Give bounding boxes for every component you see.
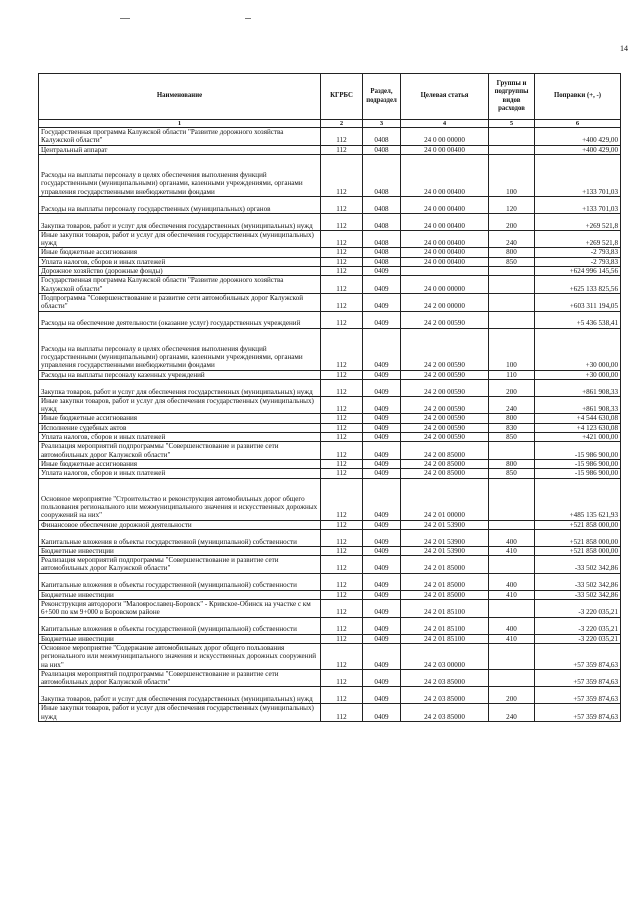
table-cell-section: 0408 [363, 213, 401, 230]
table-row [39, 267, 621, 276]
table-cell-target: 24 2 01 85000 [401, 573, 489, 590]
table-cell-section: 0409 [363, 414, 401, 423]
table-row [39, 328, 621, 370]
table-cell-amount: -2 793,83 [535, 257, 621, 266]
table-cell-section: 0408 [363, 196, 401, 213]
table-cell-section: 0409 [363, 276, 401, 294]
table-body [39, 128, 621, 722]
table-cell-amount: +521 858 000,00 [535, 546, 621, 555]
table-cell-target: 24 2 00 00000 [401, 293, 489, 311]
table-cell-amount: +57 359 874,63 [535, 704, 621, 722]
table-cell-section: 0409 [363, 687, 401, 704]
table-cell-name: Расходы на выплаты персоналу в целях обеспечения выполнения функций государственными (муниципальными) органами, казенными учреждениями, органами управления государственными внебюджетными фондами [39, 154, 321, 196]
table-cell-amount: +4 123 630,08 [535, 423, 621, 432]
table-cell-name: Закупка товаров, работ и услуг для обеспечения государственных (муниципальных) нужд [39, 687, 321, 704]
column-index-row [39, 120, 621, 128]
table-cell-amount: -3 220 035,21 [535, 617, 621, 634]
table-cell-section: 0409 [363, 556, 401, 574]
table-row [39, 433, 621, 442]
table-cell-amount: +269 521,8 [535, 213, 621, 230]
table-cell-group: 240 [489, 396, 535, 414]
table-cell-group: 410 [489, 546, 535, 555]
table-cell-target: 24 2 00 85000 [401, 459, 489, 468]
table-row [39, 248, 621, 257]
table-cell-amount: +603 311 194,05 [535, 293, 621, 311]
table-row [39, 590, 621, 599]
table-cell-kgrbs: 112 [321, 379, 363, 396]
table-cell-name: Основное мероприятие "Содержание автомобильных дорог общего пользования регионального или межмуниципального значения и искусственных дорожных сооружений на них" [39, 643, 321, 669]
table-row [39, 469, 621, 478]
table-cell-name: Расходы на выплаты персоналу казенных учреждений [39, 370, 321, 379]
table-row [39, 442, 621, 460]
table-cell-section: 0409 [363, 546, 401, 555]
table-cell-group: 240 [489, 704, 535, 722]
table-cell-group: 400 [489, 573, 535, 590]
page-number: 14 [620, 44, 628, 53]
table-cell-kgrbs: 112 [321, 556, 363, 574]
table-cell-kgrbs: 112 [321, 328, 363, 370]
table-cell-kgrbs: 112 [321, 414, 363, 423]
table-cell-target: 24 2 01 85100 [401, 600, 489, 618]
table-cell-name: Реализация мероприятий подпрограммы "Совершенствование и развитие сети автомобильных дорог Калужской области" [39, 442, 321, 460]
table-cell-amount: +57 359 874,63 [535, 643, 621, 669]
table-cell-target: 24 2 01 53900 [401, 546, 489, 555]
header-section: Раздел, подраздел [363, 74, 401, 120]
table-cell-target: 24 2 01 00000 [401, 478, 489, 520]
table-cell-name: Расходы на обеспечение деятельности (оказание услуг) государственных учреждений [39, 311, 321, 328]
table-cell-section: 0409 [363, 293, 401, 311]
table-cell-name: Реализация мероприятий подпрограммы "Совершенствование и развитие сети автомобильных дорог Калужской области" [39, 556, 321, 574]
table-cell-name: Иные закупки товаров, работ и услуг для обеспечения государственных (муниципальных) нужд [39, 230, 321, 248]
column-index: 3 [363, 120, 401, 128]
table-cell-kgrbs: 112 [321, 687, 363, 704]
table-row [39, 154, 621, 196]
table-cell-amount: +624 996 145,56 [535, 267, 621, 276]
table-cell-amount: -33 502 342,86 [535, 573, 621, 590]
table-cell-target: 24 2 01 85000 [401, 590, 489, 599]
header-target: Целевая статья [401, 74, 489, 120]
table-cell-name: Уплата налогов, сборов и иных платежей [39, 469, 321, 478]
table-row [39, 396, 621, 414]
scan-mark [120, 18, 130, 19]
table-cell-target: 24 0 00 00400 [401, 230, 489, 248]
table-cell-name: Капитальные вложения в объекты государственной (муниципальной) собственности [39, 529, 321, 546]
table-cell-name: Расходы на выплаты персоналу в целях обеспечения выполнения функций государственными (муниципальными) органами, казенными учреждениями, органами управления государственными внебюджетными фондами [39, 328, 321, 370]
table-cell-name: Уплата налогов, сборов и иных платежей [39, 257, 321, 266]
column-index: 2 [321, 120, 363, 128]
table-cell-amount: +4 544 630,08 [535, 414, 621, 423]
table-cell-amount: +400 429,00 [535, 145, 621, 154]
table-row [39, 520, 621, 529]
table-row [39, 257, 621, 266]
table-row [39, 704, 621, 722]
table-row [39, 145, 621, 154]
table-cell-kgrbs: 112 [321, 257, 363, 266]
table-cell-section: 0408 [363, 154, 401, 196]
table-row [39, 414, 621, 423]
table-cell-section: 0409 [363, 328, 401, 370]
table-cell-section: 0409 [363, 573, 401, 590]
table-cell-section: 0408 [363, 128, 401, 146]
table-cell-kgrbs: 112 [321, 370, 363, 379]
table-cell-name: Государственная программа Калужской области "Развитие дорожного хозяйства Калужской области" [39, 128, 321, 146]
table-cell-group [489, 600, 535, 618]
table-cell-name: Реализация мероприятий подпрограммы "Совершенствование и развитие сети автомобильных дорог Калужской области" [39, 669, 321, 687]
table-cell-kgrbs: 112 [321, 529, 363, 546]
table-cell-section: 0409 [363, 634, 401, 643]
table-cell-name: Исполнение судебных актов [39, 423, 321, 432]
table-row [39, 128, 621, 146]
table-cell-amount: -15 986 900,00 [535, 469, 621, 478]
table-row [39, 546, 621, 555]
table-cell-kgrbs: 112 [321, 617, 363, 634]
table-cell-kgrbs: 112 [321, 196, 363, 213]
table-cell-group [489, 520, 535, 529]
table-row [39, 556, 621, 574]
table-cell-amount: +421 000,00 [535, 433, 621, 442]
table-cell-name: Дорожное хозяйство (дорожные фонды) [39, 267, 321, 276]
table-cell-amount: -3 220 035,21 [535, 634, 621, 643]
table-cell-amount: +269 521,8 [535, 230, 621, 248]
table-cell-section: 0408 [363, 257, 401, 266]
table-cell-group [489, 478, 535, 520]
table-cell-amount: -33 502 342,86 [535, 590, 621, 599]
table-row [39, 687, 621, 704]
table-cell-section: 0409 [363, 459, 401, 468]
table-cell-group: 240 [489, 230, 535, 248]
table-cell-target: 24 0 00 00400 [401, 213, 489, 230]
table-cell-name: Закупка товаров, работ и услуг для обеспечения государственных (муниципальных) нужд [39, 379, 321, 396]
table-cell-target: 24 0 00 00400 [401, 145, 489, 154]
table-cell-kgrbs: 112 [321, 478, 363, 520]
table-row [39, 643, 621, 669]
table-cell-group: 850 [489, 433, 535, 442]
table-cell-section: 0409 [363, 704, 401, 722]
table-cell-amount: +133 701,03 [535, 154, 621, 196]
table-cell-section: 0408 [363, 230, 401, 248]
table-cell-group [489, 442, 535, 460]
table-row [39, 379, 621, 396]
table-cell-group: 100 [489, 328, 535, 370]
table-row [39, 311, 621, 328]
table-row [39, 669, 621, 687]
table-cell-kgrbs: 112 [321, 634, 363, 643]
table-cell-group: 410 [489, 634, 535, 643]
table-cell-target: 24 2 00 00590 [401, 414, 489, 423]
table-cell-target: 24 2 01 85000 [401, 556, 489, 574]
table-cell-name: Капитальные вложения в объекты государственной (муниципальной) собственности [39, 573, 321, 590]
table-cell-target: 24 2 00 85000 [401, 469, 489, 478]
table-cell-section: 0409 [363, 370, 401, 379]
header-kgrbs: КГРБС [321, 74, 363, 120]
table-cell-name: Иные бюджетные ассигнования [39, 248, 321, 257]
table-cell-kgrbs: 112 [321, 230, 363, 248]
table-row [39, 573, 621, 590]
table-row [39, 423, 621, 432]
table-cell-name: Центральный аппарат [39, 145, 321, 154]
table-cell-group: 200 [489, 687, 535, 704]
table-row [39, 293, 621, 311]
table-cell-group [489, 145, 535, 154]
table-cell-target: 24 2 00 00590 [401, 396, 489, 414]
table-cell-amount: +400 429,00 [535, 128, 621, 146]
table-cell-group [489, 643, 535, 669]
table-cell-kgrbs: 112 [321, 396, 363, 414]
table-cell-kgrbs: 112 [321, 433, 363, 442]
table-cell-name: Основное мероприятие "Строительство и реконструкция автомобильных дорог общего пользования регионального или межмуниципального значения и искусственных дорожных сооружений на них" [39, 478, 321, 520]
table-cell-amount: +5 436 538,41 [535, 311, 621, 328]
table-cell-group: 800 [489, 459, 535, 468]
table-cell-target: 24 2 00 85000 [401, 442, 489, 460]
table-cell-name: Бюджетные инвестиции [39, 590, 321, 599]
table-cell-group: 200 [489, 213, 535, 230]
table-cell-kgrbs: 112 [321, 546, 363, 555]
table-cell-name: Иные закупки товаров, работ и услуг для обеспечения государственных (муниципальных) нужд [39, 704, 321, 722]
table-cell-section: 0409 [363, 520, 401, 529]
column-index: 4 [401, 120, 489, 128]
table-cell-section: 0409 [363, 311, 401, 328]
table-row [39, 634, 621, 643]
table-row [39, 478, 621, 520]
table-cell-group [489, 276, 535, 294]
table-cell-name: Иные бюджетные ассигнования [39, 414, 321, 423]
table-cell-kgrbs: 112 [321, 520, 363, 529]
table-cell-kgrbs: 112 [321, 469, 363, 478]
table-cell-group: 410 [489, 590, 535, 599]
table-cell-kgrbs: 112 [321, 459, 363, 468]
table-row [39, 370, 621, 379]
table-cell-target: 24 2 03 85000 [401, 704, 489, 722]
table-cell-kgrbs: 112 [321, 145, 363, 154]
table-cell-kgrbs: 112 [321, 128, 363, 146]
table-cell-amount: +133 701,03 [535, 196, 621, 213]
table-cell-kgrbs: 112 [321, 590, 363, 599]
table-cell-name: Уплата налогов, сборов и иных платежей [39, 433, 321, 442]
table-cell-amount: +521 858 000,00 [535, 529, 621, 546]
table-cell-name: Закупка товаров, работ и услуг для обеспечения государственных (муниципальных) нужд [39, 213, 321, 230]
table-cell-target: 24 2 00 00590 [401, 423, 489, 432]
column-index: 1 [39, 120, 321, 128]
table-cell-target: 24 2 00 00590 [401, 379, 489, 396]
table-cell-amount: -15 986 900,00 [535, 442, 621, 460]
table-cell-group: 850 [489, 469, 535, 478]
table-cell-group [489, 293, 535, 311]
table-row [39, 459, 621, 468]
table-cell-group: 400 [489, 529, 535, 546]
table-cell-target: 24 2 01 85100 [401, 617, 489, 634]
table-cell-name: Капитальные вложения в объекты государственной (муниципальной) собственности [39, 617, 321, 634]
table-cell-group: 800 [489, 248, 535, 257]
table-cell-section: 0409 [363, 600, 401, 618]
table-cell-group [489, 267, 535, 276]
table-cell-kgrbs: 112 [321, 213, 363, 230]
table-cell-group [489, 311, 535, 328]
table-cell-name: Расходы на выплаты персоналу государственных (муниципальных) органов [39, 196, 321, 213]
table-header [39, 74, 621, 120]
table-cell-target: 24 0 00 00000 [401, 276, 489, 294]
table-cell-amount: -15 986 900,00 [535, 459, 621, 468]
table-cell-name: Иные закупки товаров, работ и услуг для обеспечения государственных (муниципальных) нужд [39, 396, 321, 414]
table-cell-kgrbs: 112 [321, 311, 363, 328]
table-cell-amount: +30 000,00 [535, 370, 621, 379]
scan-mark [245, 18, 251, 19]
table-cell-kgrbs: 112 [321, 669, 363, 687]
table-cell-section: 0409 [363, 669, 401, 687]
table-cell-amount: +485 135 621,93 [535, 478, 621, 520]
table-cell-target: 24 0 00 00400 [401, 154, 489, 196]
table-cell-group: 830 [489, 423, 535, 432]
table-cell-name: Бюджетные инвестиции [39, 634, 321, 643]
table-cell-section: 0409 [363, 267, 401, 276]
table-cell-target: 24 2 01 85100 [401, 634, 489, 643]
table-cell-kgrbs: 112 [321, 423, 363, 432]
table-cell-name: Реконструкция автодороги "Малоярославец-Боровск" - Кривское-Обинск на участке с км 6+500 по км 9+000 в Боровском районе [39, 600, 321, 618]
table-cell-kgrbs: 112 [321, 573, 363, 590]
table-cell-amount: +861 908,33 [535, 379, 621, 396]
table-cell-group: 800 [489, 414, 535, 423]
table-cell-group [489, 669, 535, 687]
table-cell-section: 0408 [363, 248, 401, 257]
table-cell-group: 100 [489, 154, 535, 196]
table-cell-kgrbs: 112 [321, 293, 363, 311]
header-name: Наименование [39, 74, 321, 120]
table-cell-group: 850 [489, 257, 535, 266]
table-cell-kgrbs: 112 [321, 248, 363, 257]
header-group: Группы и подгруппы видов расходов [489, 74, 535, 120]
table-cell-kgrbs: 112 [321, 154, 363, 196]
column-index: 5 [489, 120, 535, 128]
table-cell-kgrbs: 112 [321, 643, 363, 669]
table-cell-amount: +57 359 874,63 [535, 687, 621, 704]
table-cell-target: 24 2 01 53900 [401, 520, 489, 529]
table-cell-name: Бюджетные инвестиции [39, 546, 321, 555]
table-cell-kgrbs: 112 [321, 600, 363, 618]
table-row [39, 196, 621, 213]
table-cell-amount: -33 502 342,86 [535, 556, 621, 574]
table-cell-group [489, 556, 535, 574]
table-cell-section: 0409 [363, 643, 401, 669]
table-cell-section: 0409 [363, 590, 401, 599]
table-cell-amount: -2 793,83 [535, 248, 621, 257]
table-cell-amount: +30 000,00 [535, 328, 621, 370]
table-cell-target [401, 267, 489, 276]
table-row [39, 213, 621, 230]
table-cell-target: 24 2 03 85000 [401, 687, 489, 704]
table-cell-group: 120 [489, 196, 535, 213]
table-cell-group: 110 [489, 370, 535, 379]
table-row [39, 600, 621, 618]
table-cell-amount: -3 220 035,21 [535, 600, 621, 618]
table-cell-target: 24 2 00 00590 [401, 311, 489, 328]
table-cell-amount: +861 908,33 [535, 396, 621, 414]
table-cell-name: Подпрограмма "Совершенствование и развитие сети автомобильных дорог Калужской области" [39, 293, 321, 311]
table-cell-name: Государственная программа Калужской области "Развитие дорожного хозяйства Калужской области" [39, 276, 321, 294]
table-cell-target: 24 0 00 00400 [401, 248, 489, 257]
table-cell-kgrbs: 112 [321, 267, 363, 276]
table-cell-name: Финансовое обеспечение дорожной деятельности [39, 520, 321, 529]
table-cell-target: 24 0 00 00400 [401, 196, 489, 213]
table-cell-kgrbs: 112 [321, 442, 363, 460]
table-cell-section: 0408 [363, 145, 401, 154]
table-cell-section: 0409 [363, 617, 401, 634]
table-row [39, 617, 621, 634]
table-cell-section: 0409 [363, 478, 401, 520]
table-cell-target: 24 2 00 00590 [401, 328, 489, 370]
table-row [39, 529, 621, 546]
table-cell-group: 400 [489, 617, 535, 634]
table-cell-group: 200 [489, 379, 535, 396]
table-cell-target: 24 2 03 85000 [401, 669, 489, 687]
table-row [39, 230, 621, 248]
table-cell-section: 0409 [363, 423, 401, 432]
table-cell-amount: +57 359 874,63 [535, 669, 621, 687]
table-cell-kgrbs: 112 [321, 276, 363, 294]
table-cell-kgrbs: 112 [321, 704, 363, 722]
table-cell-target: 24 2 00 00590 [401, 370, 489, 379]
table-cell-section: 0409 [363, 379, 401, 396]
table-cell-target: 24 2 01 53900 [401, 529, 489, 546]
table-cell-section: 0409 [363, 396, 401, 414]
table-cell-target: 24 2 00 00590 [401, 433, 489, 442]
table-cell-target: 24 0 00 00400 [401, 257, 489, 266]
budget-table [38, 73, 621, 722]
column-index: 6 [535, 120, 621, 128]
table-row [39, 276, 621, 294]
table-cell-amount: +625 133 825,56 [535, 276, 621, 294]
table-cell-name: Иные бюджетные ассигнования [39, 459, 321, 468]
table-cell-target: 24 2 03 00000 [401, 643, 489, 669]
table-cell-section: 0409 [363, 469, 401, 478]
table-cell-target: 24 0 00 00000 [401, 128, 489, 146]
table-cell-amount: +521 858 000,00 [535, 520, 621, 529]
header-amendment: Поправки (+, -) [535, 74, 621, 120]
table-cell-section: 0409 [363, 529, 401, 546]
table-cell-section: 0409 [363, 433, 401, 442]
table-cell-section: 0409 [363, 442, 401, 460]
table-cell-group [489, 128, 535, 146]
